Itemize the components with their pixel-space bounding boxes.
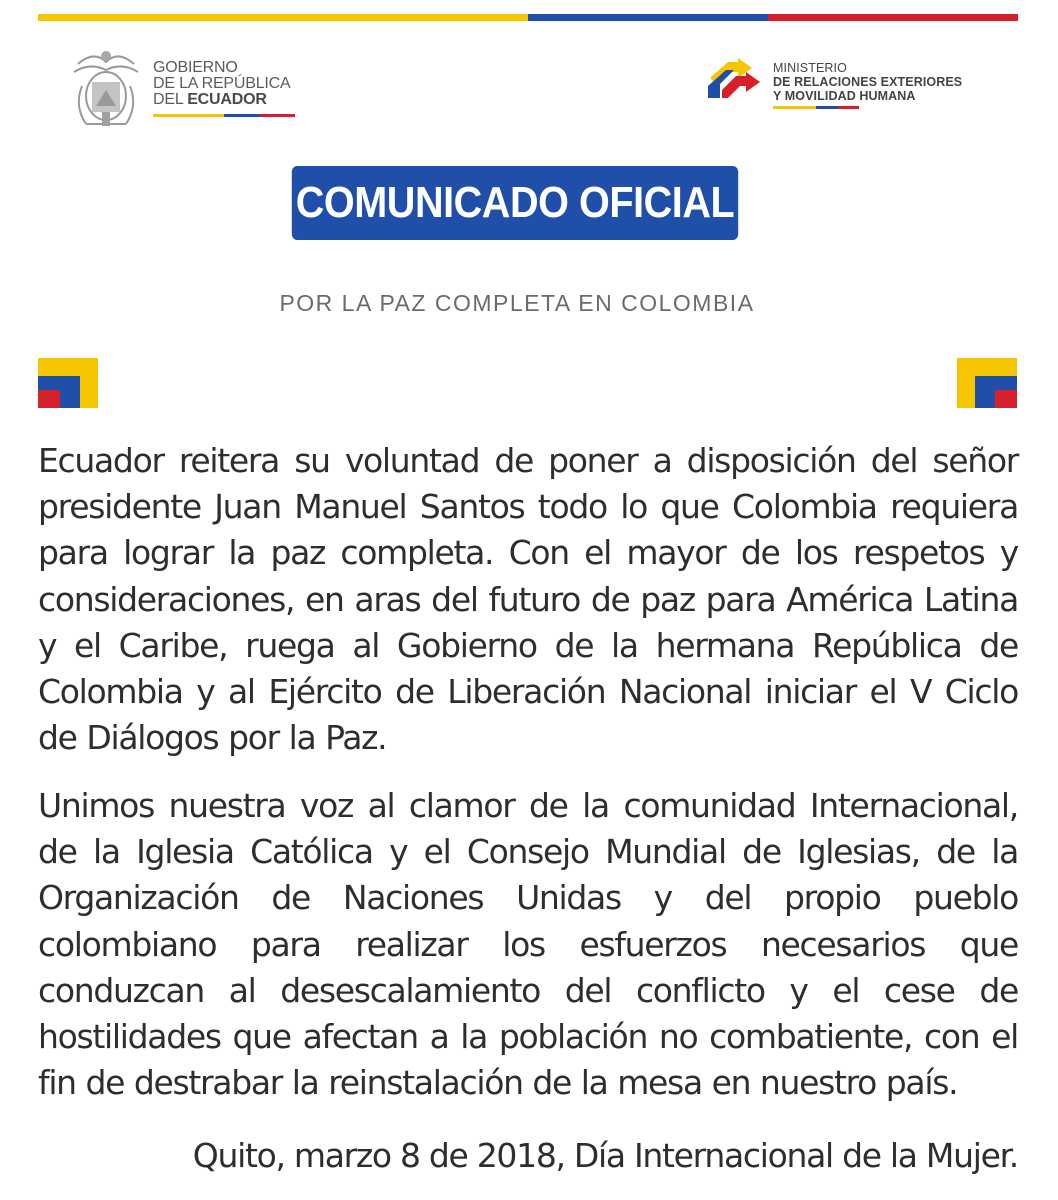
- gov-logo-line3-prefix: DEL: [153, 91, 188, 108]
- coat-of-arms-icon: [66, 46, 146, 132]
- gov-logo-line3-bold: ECUADOR: [187, 91, 267, 108]
- flag-corner-icon-left: [38, 358, 98, 408]
- ministry-logo-line2: DE RELACIONES EXTERIORES: [773, 75, 963, 89]
- gov-logo-color-bar: [153, 114, 295, 117]
- flag-corner-icon-right: [957, 358, 1017, 408]
- gov-logo-line1: GOBIERNO: [153, 59, 238, 76]
- ministry-logo-color-bar: [773, 106, 859, 109]
- gov-logo-line2: DE LA REPÚBLICA: [153, 75, 291, 92]
- body-paragraph-1: Ecuador reitera su voluntad de poner a disposición del señor presidente Juan Manuel Santos todo lo que Colombia requiera para lograr la paz completa. Con el mayor de los respetos y consideraciones, en aras del futuro de paz para América Latina y el Caribe, ruega al Gobierno de la hermana República de Colombia y al Ejército de Liberación Nacional iniciar el V Ciclo de Diálogos por la Paz.: [38, 441, 1018, 758]
- page-title: COMUNICADO OFICIAL: [292, 166, 738, 240]
- ministry-logo-line3: Y MOVILIDAD HUMANA: [773, 89, 916, 103]
- body-paragraph-2: Unimos nuestra voz al clamor de la comunidad Internacional, de la Iglesia Católica y el Consejo Mundial de Iglesias, de la Organización de Naciones Unidas y del propio pueblo colombiano para realizar los esfuerzos necesarios que conduzcan al desescalamiento del conflicto y el cese de hostilidades que afectan a la población no combatiente, con el fin de destrabar la reinstalación de la mesa en nuestro país.: [38, 786, 1018, 1103]
- ministry-arrow-icon: [706, 56, 766, 106]
- signature-line: Quito, marzo 8 de 2018, Día Internacional de la Mujer.: [192, 1136, 1018, 1175]
- government-logo: [66, 46, 306, 136]
- top-color-bar: [38, 14, 1018, 21]
- ministry-logo: [706, 52, 1006, 122]
- ministry-logo-line1: MINISTERIO: [773, 61, 847, 75]
- page-subtitle: POR LA PAZ COMPLETA EN COLOMBIA: [279, 290, 755, 316]
